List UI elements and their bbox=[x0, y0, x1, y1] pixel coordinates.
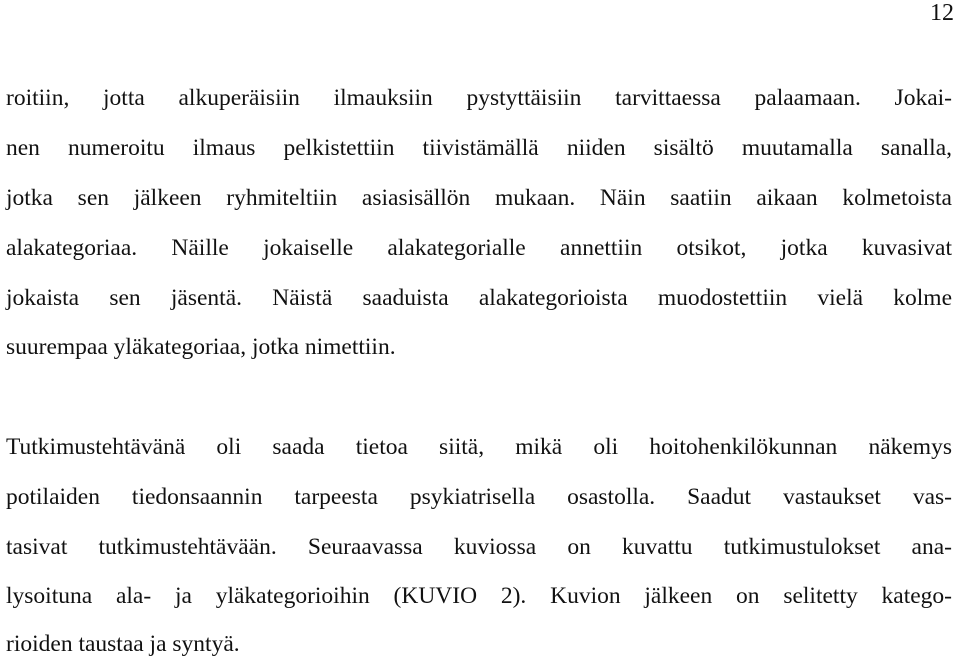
text-line: suurempaa yläkategoriaa, jotka nimettiin. bbox=[6, 334, 396, 360]
text-line: jokaista sen jäsentä. Näistä saaduista alakategorioista muodostettiin vielä kolme bbox=[6, 285, 952, 311]
text-line: alakategoriaa. Näille jokaiselle alakategorialle annettiin otsikot, jotka kuvasivat bbox=[6, 235, 952, 261]
text-line: Tutkimustehtävänä oli saada tietoa siitä, mikä oli hoitohenkilökunnan näkemys bbox=[6, 434, 952, 460]
text-line: potilaiden tiedonsaannin tarpeesta psykiatrisella osastolla. Saadut vastaukset vas- bbox=[6, 484, 952, 510]
text-line: nen numeroitu ilmaus pelkistettiin tiivistämällä niiden sisältö muutamalla sanalla, bbox=[6, 135, 952, 161]
text-line: lysoituna ala- ja yläkategorioihin (KUVIO 2). Kuvion jälkeen on selitetty katego- bbox=[6, 583, 952, 609]
text-line: rioiden taustaa ja syntyä. bbox=[6, 631, 240, 657]
text-line: tasivat tutkimustehtävään. Seuraavassa kuviossa on kuvattu tutkimustulokset ana- bbox=[6, 534, 952, 560]
page-number: 12 bbox=[930, 0, 954, 26]
text-line: jotka sen jälkeen ryhmiteltiin asiasisällön mukaan. Näin saatiin aikaan kolmetoista bbox=[6, 185, 952, 211]
text-line: roitiin, jotta alkuperäisiin ilmauksiin pystyttäisiin tarvittaessa palaamaan. Jokai- bbox=[6, 85, 952, 111]
